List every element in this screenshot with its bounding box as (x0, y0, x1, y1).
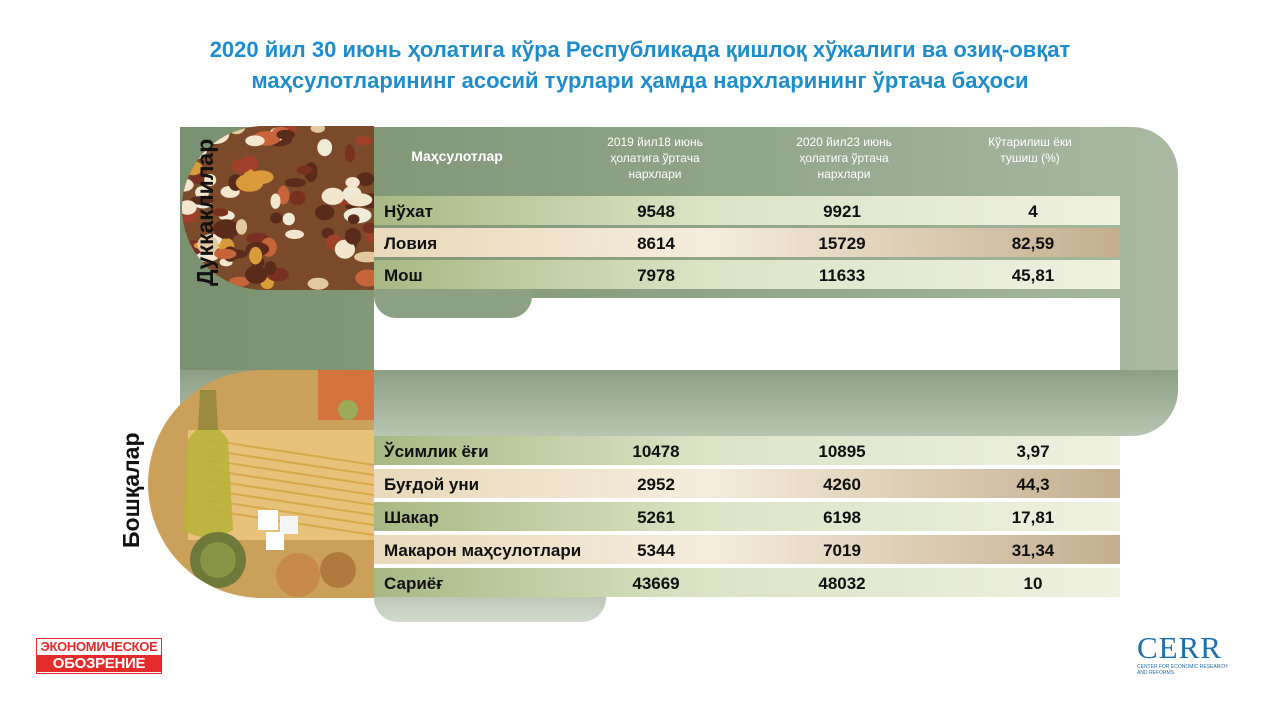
title-line-1: 2020 йил 30 июнь ҳолатига кўра Республикада қишлоқ хўжалиги ва озиқ-овқат (209, 37, 1071, 62)
price-change: 82,59 (1011, 234, 1055, 253)
group-label-others: Бошқалар (118, 432, 144, 548)
price-2020: 10895 (818, 442, 866, 461)
price-change: 45,81 (1011, 266, 1055, 285)
product-name: Буғдой уни (384, 475, 480, 494)
price-2020: 11633 (818, 266, 866, 285)
header-change: Кўтарилиш ёки тушиш (%) (988, 135, 1072, 165)
price-2019: 10478 (632, 442, 680, 461)
price-change: 3,97 (1016, 442, 1050, 461)
pasta-oil-image (148, 370, 374, 598)
price-2020: 9921 (823, 202, 861, 221)
price-change: 10 (1023, 574, 1043, 593)
product-name: Мош (384, 266, 423, 285)
table-row (374, 469, 1120, 498)
logo-line-2: ОБОЗРЕНИЕ (37, 655, 161, 672)
price-2019: 5344 (637, 541, 675, 560)
product-name: Макарон маҳсулотлари (384, 541, 582, 560)
product-name: Шакар (384, 508, 439, 527)
header-2019: 2019 йил18 июнь ҳолатига ўртача нархлари (607, 135, 703, 181)
table-row (374, 535, 1120, 564)
group-label-legumes: Дуккаклилар (192, 138, 218, 286)
price-2019: 9548 (637, 202, 675, 221)
price-change: 44,3 (1016, 475, 1050, 494)
price-2019: 7978 (637, 266, 675, 285)
price-2019: 43669 (632, 574, 680, 593)
product-name: Ловия (384, 234, 438, 253)
price-2020: 4260 (823, 475, 861, 494)
table-row (374, 228, 1120, 257)
price-change: 31,34 (1011, 541, 1055, 560)
table-row (374, 260, 1120, 289)
table-row (374, 436, 1120, 465)
price-change: 17,81 (1011, 508, 1055, 527)
table-row (374, 502, 1120, 531)
header-2020: 2020 йил23 июнь ҳолатига ўртача нархлари (796, 135, 892, 181)
header-products: Маҳсулотлар (411, 148, 503, 164)
product-name: Ўсимлик ёғи (384, 442, 489, 461)
price-2019: 2952 (637, 475, 675, 494)
price-2020: 48032 (818, 574, 866, 593)
economic-review-logo (36, 638, 162, 674)
cerr-logo-subtitle: CENTER FOR ECONOMIC RESEARCH AND REFORMS (1137, 664, 1228, 676)
page-title (0, 34, 1280, 96)
price-2019: 5261 (637, 508, 675, 527)
price-change: 4 (1028, 202, 1038, 221)
cerr-logo (1137, 632, 1233, 676)
table-row (374, 196, 1120, 225)
table-row (374, 568, 1120, 597)
title-line-2: маҳсулотларининг асосий турлари ҳамда нархларининг ўртача баҳоси (251, 68, 1029, 93)
product-name: Нўхат (384, 202, 433, 221)
cerr-logo-text: CERR (1137, 630, 1222, 665)
product-name: Сариёғ (384, 574, 444, 593)
price-2020: 6198 (823, 508, 861, 527)
price-2020: 15729 (818, 234, 866, 253)
logo-line-1: ЭКОНОМИЧЕСКОЕ (40, 639, 158, 654)
price-2019: 8614 (637, 234, 675, 253)
price-2020: 7019 (823, 541, 861, 560)
